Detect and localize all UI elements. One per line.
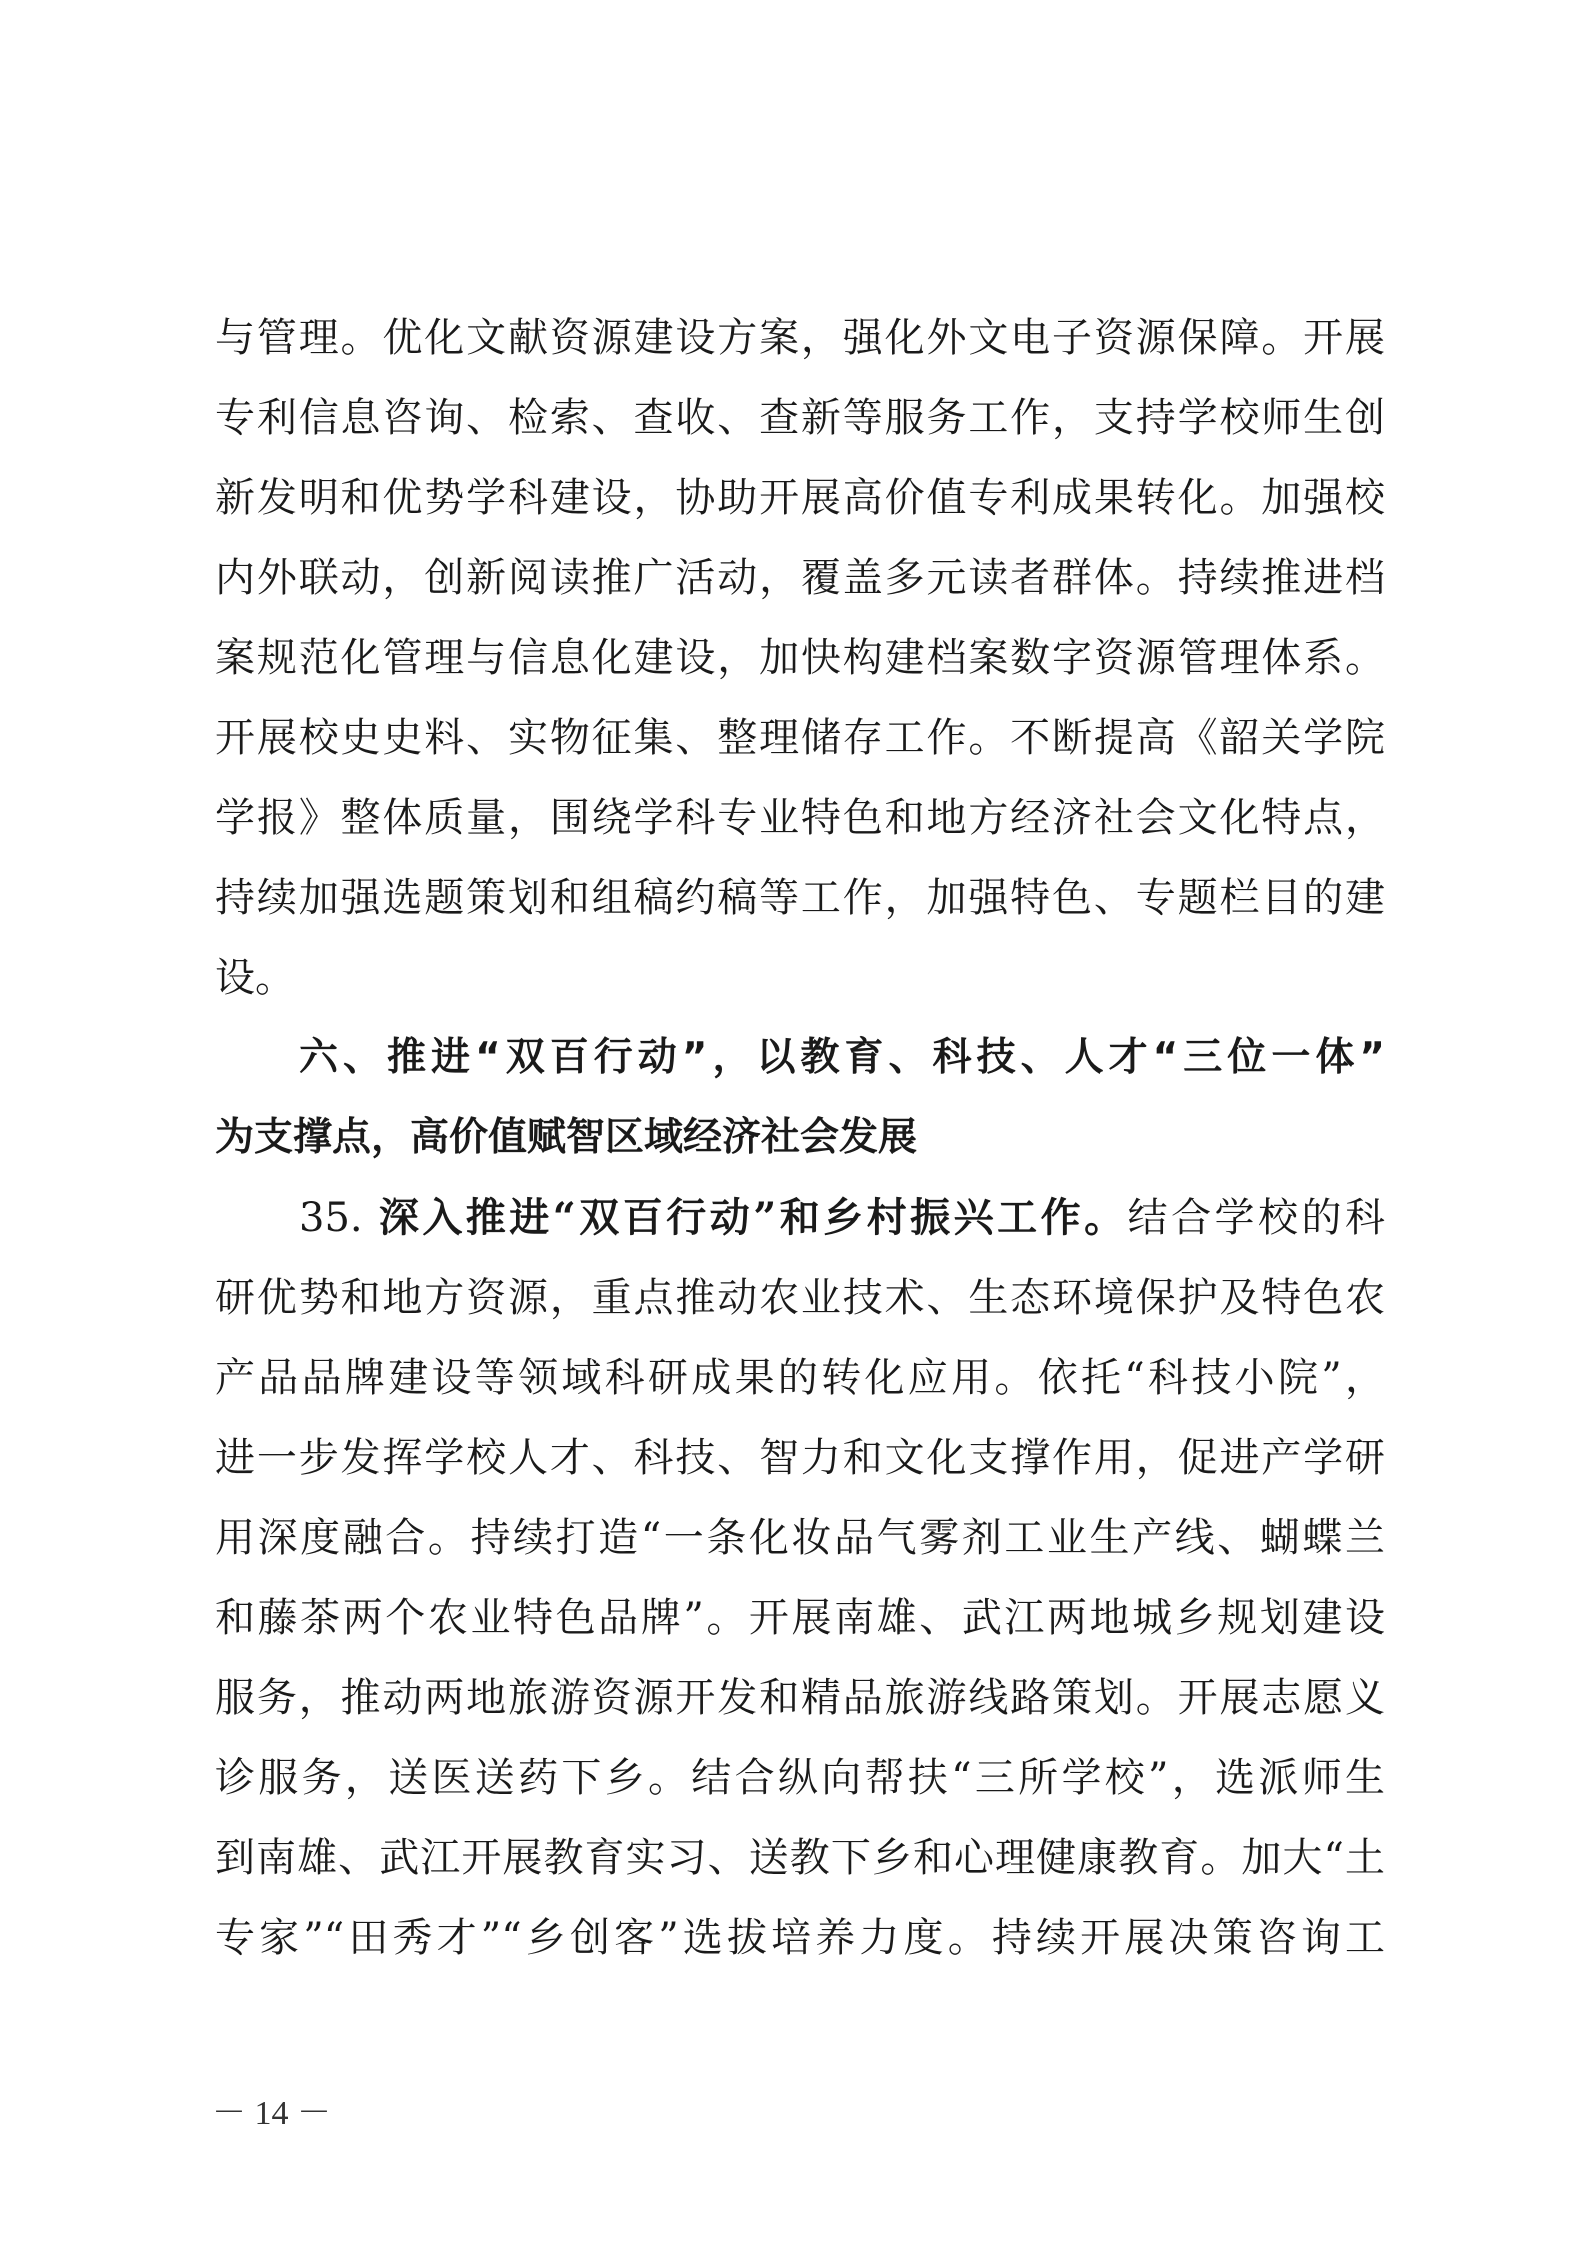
- item-lead-title: 深入推进“双百行动”和乡村振兴工作。: [378, 1194, 1128, 1241]
- paragraph-first-line: [215, 1178, 1385, 1258]
- text-line: 到南雄、武江开展教育实习、送教下乡和心理健康教育。加大“土: [215, 1835, 1385, 1881]
- text-line: 进一步发挥学校人才、科技、智力和文化支撑作用，促进产学研: [215, 1435, 1385, 1481]
- section-heading-line-2: 为支撑点，高价值赋智区域经济社会发展: [215, 1115, 918, 1160]
- text-line: 和藤茶两个农业特色品牌”。开展南雄、武江两地城乡规划建设: [215, 1595, 1385, 1641]
- text-line: 内外联动，创新阅读推广活动，覆盖多元读者群体。持续推进档: [215, 555, 1385, 601]
- item-first-line-text: 结合学校的科: [1127, 1195, 1385, 1241]
- text-line: 新发明和优势学科建设，协助开展高价值专利成果转化。加强校: [215, 475, 1385, 521]
- text-line: 服务，推动两地旅游资源开发和精品旅游线路策划。开展志愿义: [215, 1675, 1385, 1721]
- text-line: 持续加强选题策划和组稿约稿等工作，加强特色、专题栏目的建: [215, 875, 1385, 921]
- text-line: 与管理。优化文献资源建设方案，强化外文电子资源保障。开展: [215, 315, 1385, 361]
- text-line: 产品品牌建设等领域科研成果的转化应用。依托“科技小院”，: [215, 1355, 1385, 1401]
- text-line: 设。: [215, 955, 295, 1001]
- item-number: 35.: [299, 1195, 363, 1241]
- text-line: 专家”“田秀才”“乡创客”选拔培养力度。持续开展决策咨询工: [215, 1915, 1385, 1961]
- section-heading-line-1: 六、推进“双百行动”，以教育、科技、人才“三位一体”: [299, 1035, 1385, 1080]
- text-line: 诊服务，送医送药下乡。结合纵向帮扶“三所学校”，选派师生: [215, 1755, 1385, 1801]
- paragraph-library-archives: [215, 298, 1385, 1018]
- page-number: － 14 －: [212, 2095, 331, 2132]
- text-line: 专利信息咨询、检索、查收、查新等服务工作，支持学校师生创: [215, 395, 1385, 441]
- text-line: 研优势和地方资源，重点推动农业技术、生态环境保护及特色农: [215, 1275, 1385, 1321]
- text-line: 学报》整体质量，围绕学科专业特色和地方经济社会文化特点，: [215, 795, 1385, 841]
- paragraph-item-35: [215, 1178, 1385, 1978]
- section-heading: [215, 1018, 1385, 1178]
- text-line: 用深度融合。持续打造“一条化妆品气雾剂工业生产线、蝴蝶兰: [215, 1515, 1385, 1561]
- page-body: [215, 298, 1385, 1978]
- text-line: 案规范化管理与信息化建设，加快构建档案数字资源管理体系。: [215, 635, 1385, 681]
- text-line: 开展校史史料、实物征集、整理储存工作。不断提高《韶关学院: [215, 715, 1385, 761]
